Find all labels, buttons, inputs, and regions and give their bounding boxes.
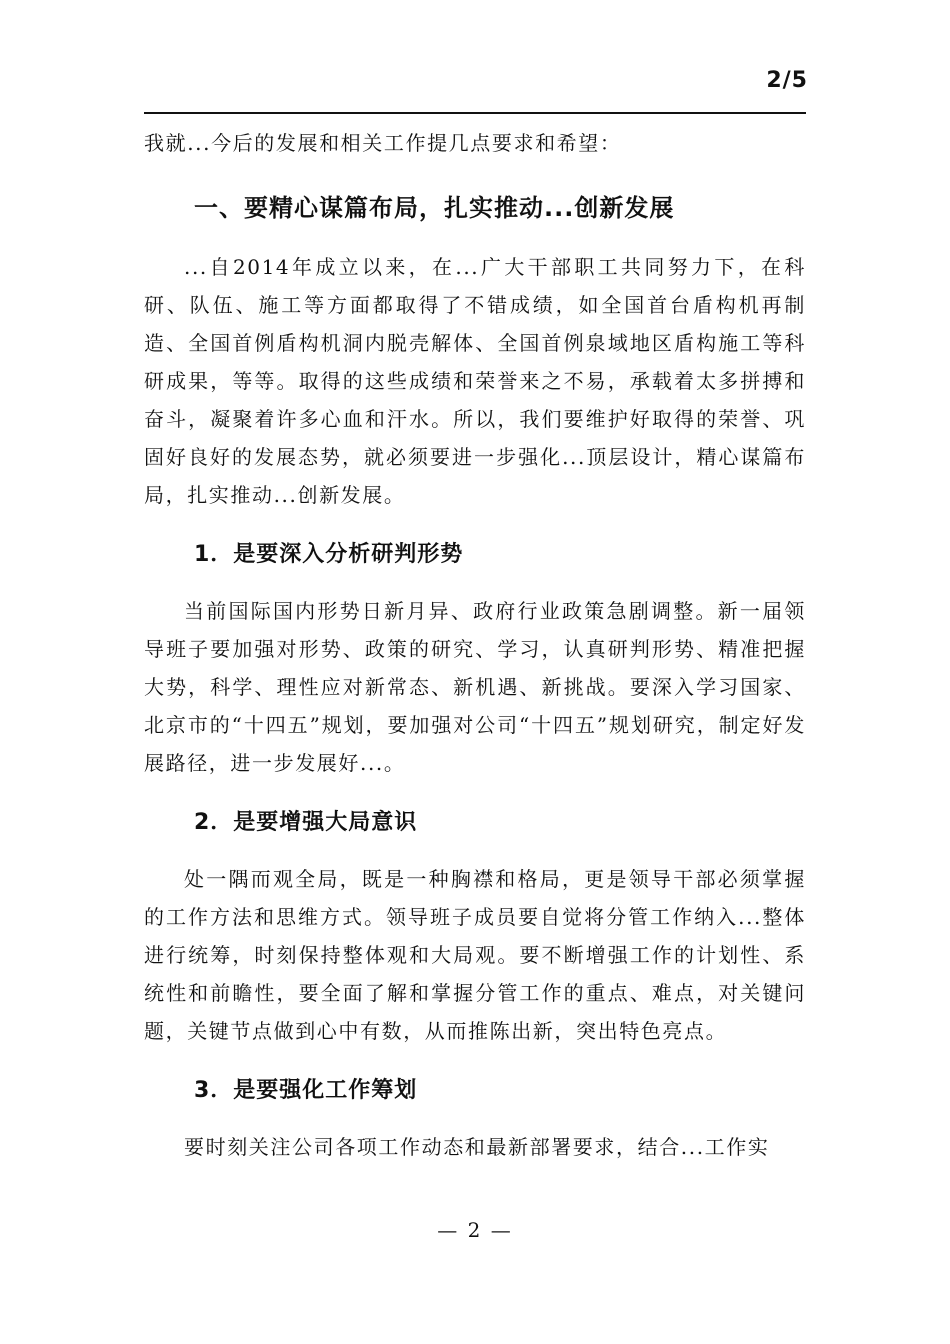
subheading-1: 1．是要深入分析研判形势: [194, 542, 464, 567]
page-number-footer: — 2 —: [437, 1218, 513, 1242]
page-counter: 2/5: [766, 68, 808, 93]
subsection-1-paragraph: 当前国际国内形势日新月异、政府行业政策急剧调整。新一届领导班子要加强对形势、政策的研究、学习，认真研判形势、精准把握大势，科学、理性应对新常态、新机遇、新挑战。要深入学习国家、北京市的“十四五”规划，要加强对公司“十四五”规划研究，制定好发展路径，进一步发展好...。: [144, 599, 806, 775]
subsection-2-paragraph: 处一隅而观全局，既是一种胸襟和格局，更是领导干部必须掌握的工作方法和思维方式。领导班子成员要自觉将分管工作纳入...整体进行统筹，时刻保持整体观和大局观。要不断增强工作的计划性、系统性和前瞻性，要全面了解和掌握分管工作的重点、难点，对关键问题，关键节点做到心中有数，从而推陈出新，突出特色亮点。: [144, 867, 806, 1043]
section-1-paragraph: ...自2014年成立以来，在...广大干部职工共同努力下，在科研、队伍、施工等方面都取得了不错成绩，如全国首台盾构机再制造、全国首例盾构机洞内脱壳解体、全国首例泉域地区盾构施工等科研成果，等等。取得的这些成绩和荣誉来之不易，承载着太多拼搏和奋斗，凝聚着许多心血和汗水。所以，我们要维护好取得的荣誉、巩固好良好的发展态势，就必须要进一步强化...顶层设计，精心谋篇布局，扎实推动...创新发展。: [144, 255, 806, 507]
subsection-3-paragraph: 要时刻关注公司各项工作动态和最新部署要求，结合...工作实: [184, 1135, 770, 1159]
subheading-3: 3．是要强化工作筹划: [194, 1078, 418, 1103]
subheading-2: 2．是要增强大局意识: [194, 810, 418, 835]
section-heading-1: 一、要精心谋篇布局，扎实推动...创新发展: [194, 194, 675, 222]
header-divider: [144, 112, 806, 114]
document-body: [144, 124, 806, 1166]
intro-paragraph: 我就...今后的发展和相关工作提几点要求和希望：: [144, 131, 622, 155]
